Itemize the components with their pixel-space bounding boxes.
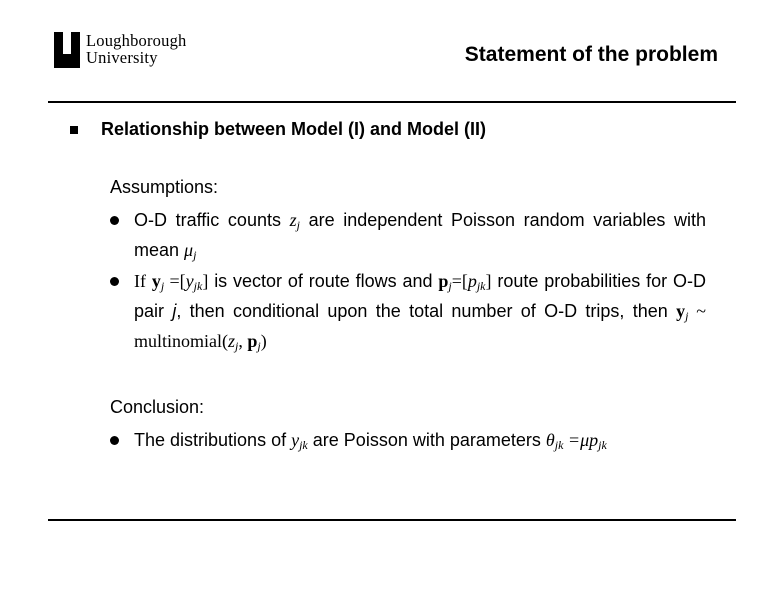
slide-title: Statement of the problem [464,43,718,66]
text: route probabilities for O-D pair [134,271,706,321]
math-expr: $\theta_{jk} =\mu p_{jk}$ [545,430,607,452]
text: The distributions of [134,430,287,450]
top-divider [48,101,736,103]
logo-line-1: Loughborough [86,31,187,50]
assumption-item-2 [134,266,706,356]
round-bullet-icon [110,277,119,286]
round-bullet-icon [110,216,119,225]
assumptions-label: Assumptions: [110,177,219,197]
text: , then conditional upon the total number of O-D trips, then [176,301,668,321]
loughborough-logo-icon [54,32,80,68]
text: j [172,301,177,321]
conclusion-label: Conclusion: [110,397,205,417]
math-expr: $p_j=[p_{jk}]$ [438,271,492,293]
math-var: $y_{jk}$ [291,430,308,452]
main-heading: Relationship between Model (I) and Model (II) [101,119,487,139]
university-logo [54,32,186,68]
math-expr: $y_j =[y_{jk}]$ [151,271,209,293]
logo-text [86,32,186,66]
text: are Poisson with parameters [312,430,541,450]
math-expr: $y_j$ ~ $multinomial(z_j$, $p_j$) [134,301,706,353]
logo-line-2: University [86,48,158,67]
bottom-divider [48,519,736,521]
square-bullet-icon [70,126,78,134]
text: are independent Poisson random variables with mean [134,210,706,260]
math-var: $z_j$ [289,210,300,232]
assumption-item-1 [134,205,706,265]
math-var: $\mu_j$ [184,240,197,262]
text: is vector of route flows and [214,271,433,291]
text: O-D traffic counts [134,210,281,230]
conclusion-item-1 [134,425,706,455]
text: If [134,271,146,291]
round-bullet-icon [110,436,119,445]
